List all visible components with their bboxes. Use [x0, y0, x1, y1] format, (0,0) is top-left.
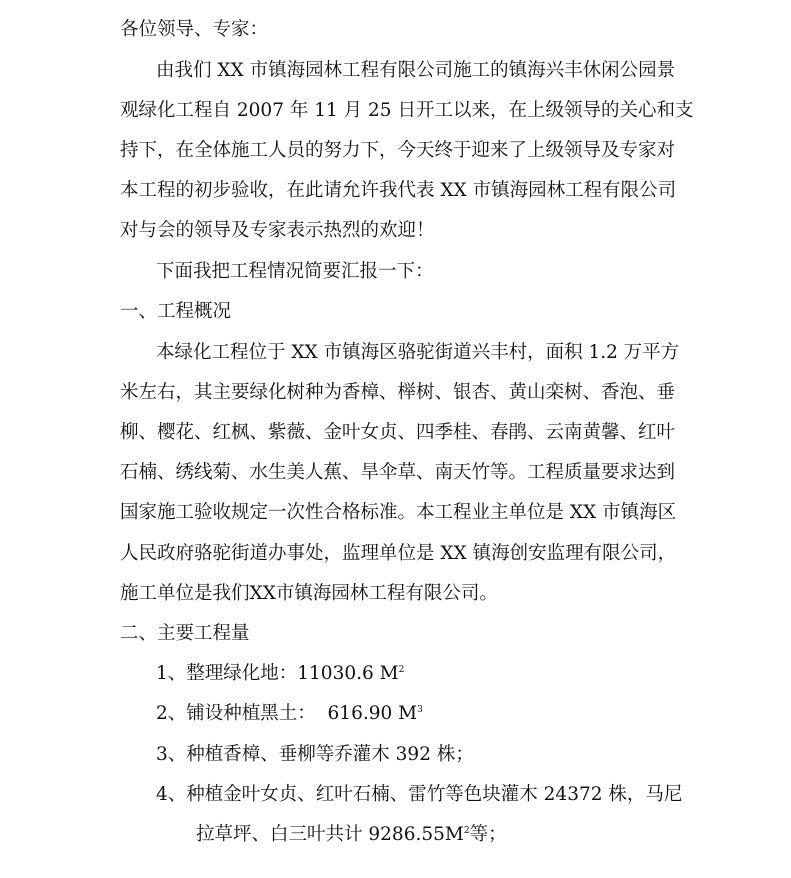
quantity-item-4-unit-exponent: 2: [463, 825, 470, 836]
section1-heading: 一、工程概况: [120, 301, 232, 322]
section1-line-4: 石楠、绣线菊、水生美人蕉、旱伞草、南天竹等。工程质量要求达到: [120, 462, 676, 483]
intro-line-5: 对与会的领导及专家表示热烈的欢迎！: [120, 220, 435, 241]
quantity-item-1-text: 1、整理绿化地：11030.6 M: [156, 663, 399, 684]
quantity-item-2-text: 2、铺设种植黑土： 616.90 M: [156, 703, 418, 724]
section1-line-7: 施工单位是我们XX市镇海园林工程有限公司。: [120, 583, 498, 604]
section1-line-5: 国家施工验收规定一次性合格标准。本工程业主单位是 XX 市镇海区: [120, 502, 677, 523]
quantity-item-3: 3、种植香樟、垂柳等乔灌木 392 株；: [156, 744, 474, 765]
quantity-item-2: [156, 694, 423, 734]
quantity-item-1-unit-exponent: 2: [398, 664, 405, 675]
intro-line-1: 由我们 XX 市镇海园林工程有限公司施工的镇海兴丰休闲公园景: [156, 60, 676, 81]
quantity-item-4-text-b: 等；: [469, 824, 507, 845]
lead-in: 下面我把工程情况简要汇报一下：: [156, 261, 434, 282]
section1-line-1: 本绿化工程位于 XX 市镇海区骆驼街道兴丰村，面积 1.2 万平方: [156, 342, 680, 363]
section1-line-2: 米左右，其主要绿化树种为香樟、榉树、银杏、黄山栾树、香泡、垂: [120, 382, 676, 403]
section2-heading: 二、主要工程量: [120, 623, 250, 644]
quantity-item-1: [156, 654, 404, 694]
intro-line-4: 本工程的初步验收，在此请允许我代表 XX 市镇海园林工程有限公司: [120, 180, 677, 201]
intro-line-3: 持下，在全体施工人员的努力下，今天终于迎来了上级领导及专家对: [120, 140, 676, 161]
section1-line-6: 人民政府骆驼街道办事处，监理单位是 XX 镇海创安监理有限公司，: [120, 543, 677, 564]
greeting: 各位领导、专家：: [120, 19, 269, 40]
section1-line-3: 柳、樱花、红枫、紫薇、金叶女贞、四季桂、春鹃、云南黄馨、红叶: [120, 422, 676, 443]
quantity-item-4-line-2: [196, 815, 507, 855]
intro-line-2: 观绿化工程自 2007 年 11 月 25 日开工以来，在上级领导的关心和支: [120, 100, 694, 121]
quantity-item-4-line-1: 4、种植金叶女贞、红叶石楠、雷竹等色块灌木 24372 株，马尼: [156, 784, 683, 805]
quantity-item-4-text-a: 拉草坪、白三叶共计 9286.55M: [196, 824, 464, 845]
quantity-item-2-unit-exponent: 3: [417, 704, 423, 715]
